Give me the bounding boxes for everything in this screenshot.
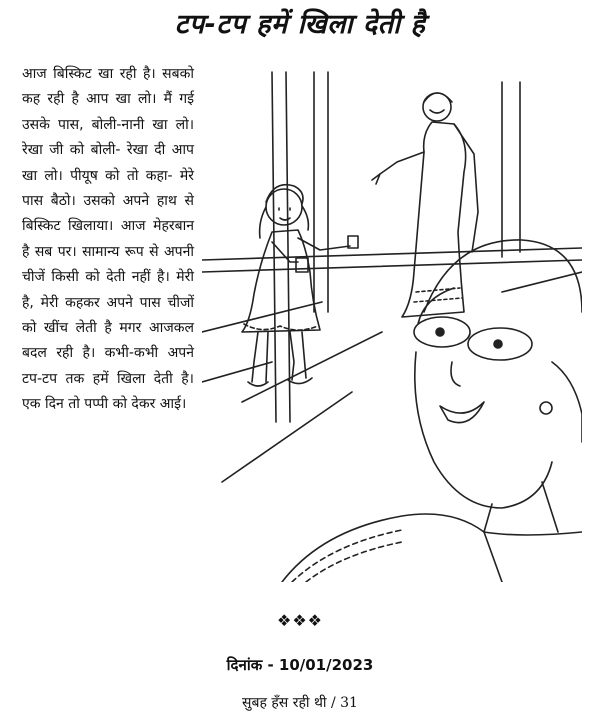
date-line: दिनांक - 10/01/2023 (226, 656, 374, 674)
page-title: टप-टप हमें खिला देती है (174, 9, 426, 40)
story-paragraph: आज बिस्किट खा रही है। सबको कह रही है आप खा लो। मैं गई उसके पास, बोली-नानी खा लो। रेखा जी को बोली- रेखा दी आप खा लो। पीयूष को तो कहा- मेरे पास बैठो। उसको अपने हाथ से बिस्किट खिलाया। आज मेहरबान है सब पर। सामान्य रूप से अपनी चीजें किसी को देती नहीं है। मेरी है, मेरी कहकर अपने पास चीजों को खींच लेती है मगर आजकल बदल रही है। कभी-कभी अपने टप-टप तक हमें खिला देती है। एक दिन तो पप्पी को देकर आई। (22, 66, 194, 413)
page-footer: सुबह हँस रही थी / 31 (242, 695, 358, 711)
girl-figure (242, 185, 358, 386)
story-text (22, 62, 194, 418)
woman-figure (372, 93, 478, 317)
illustration (202, 62, 582, 582)
section-ornament: ❖❖❖ (276, 611, 324, 630)
room-background (202, 72, 582, 482)
grandmother-figure (282, 240, 582, 582)
